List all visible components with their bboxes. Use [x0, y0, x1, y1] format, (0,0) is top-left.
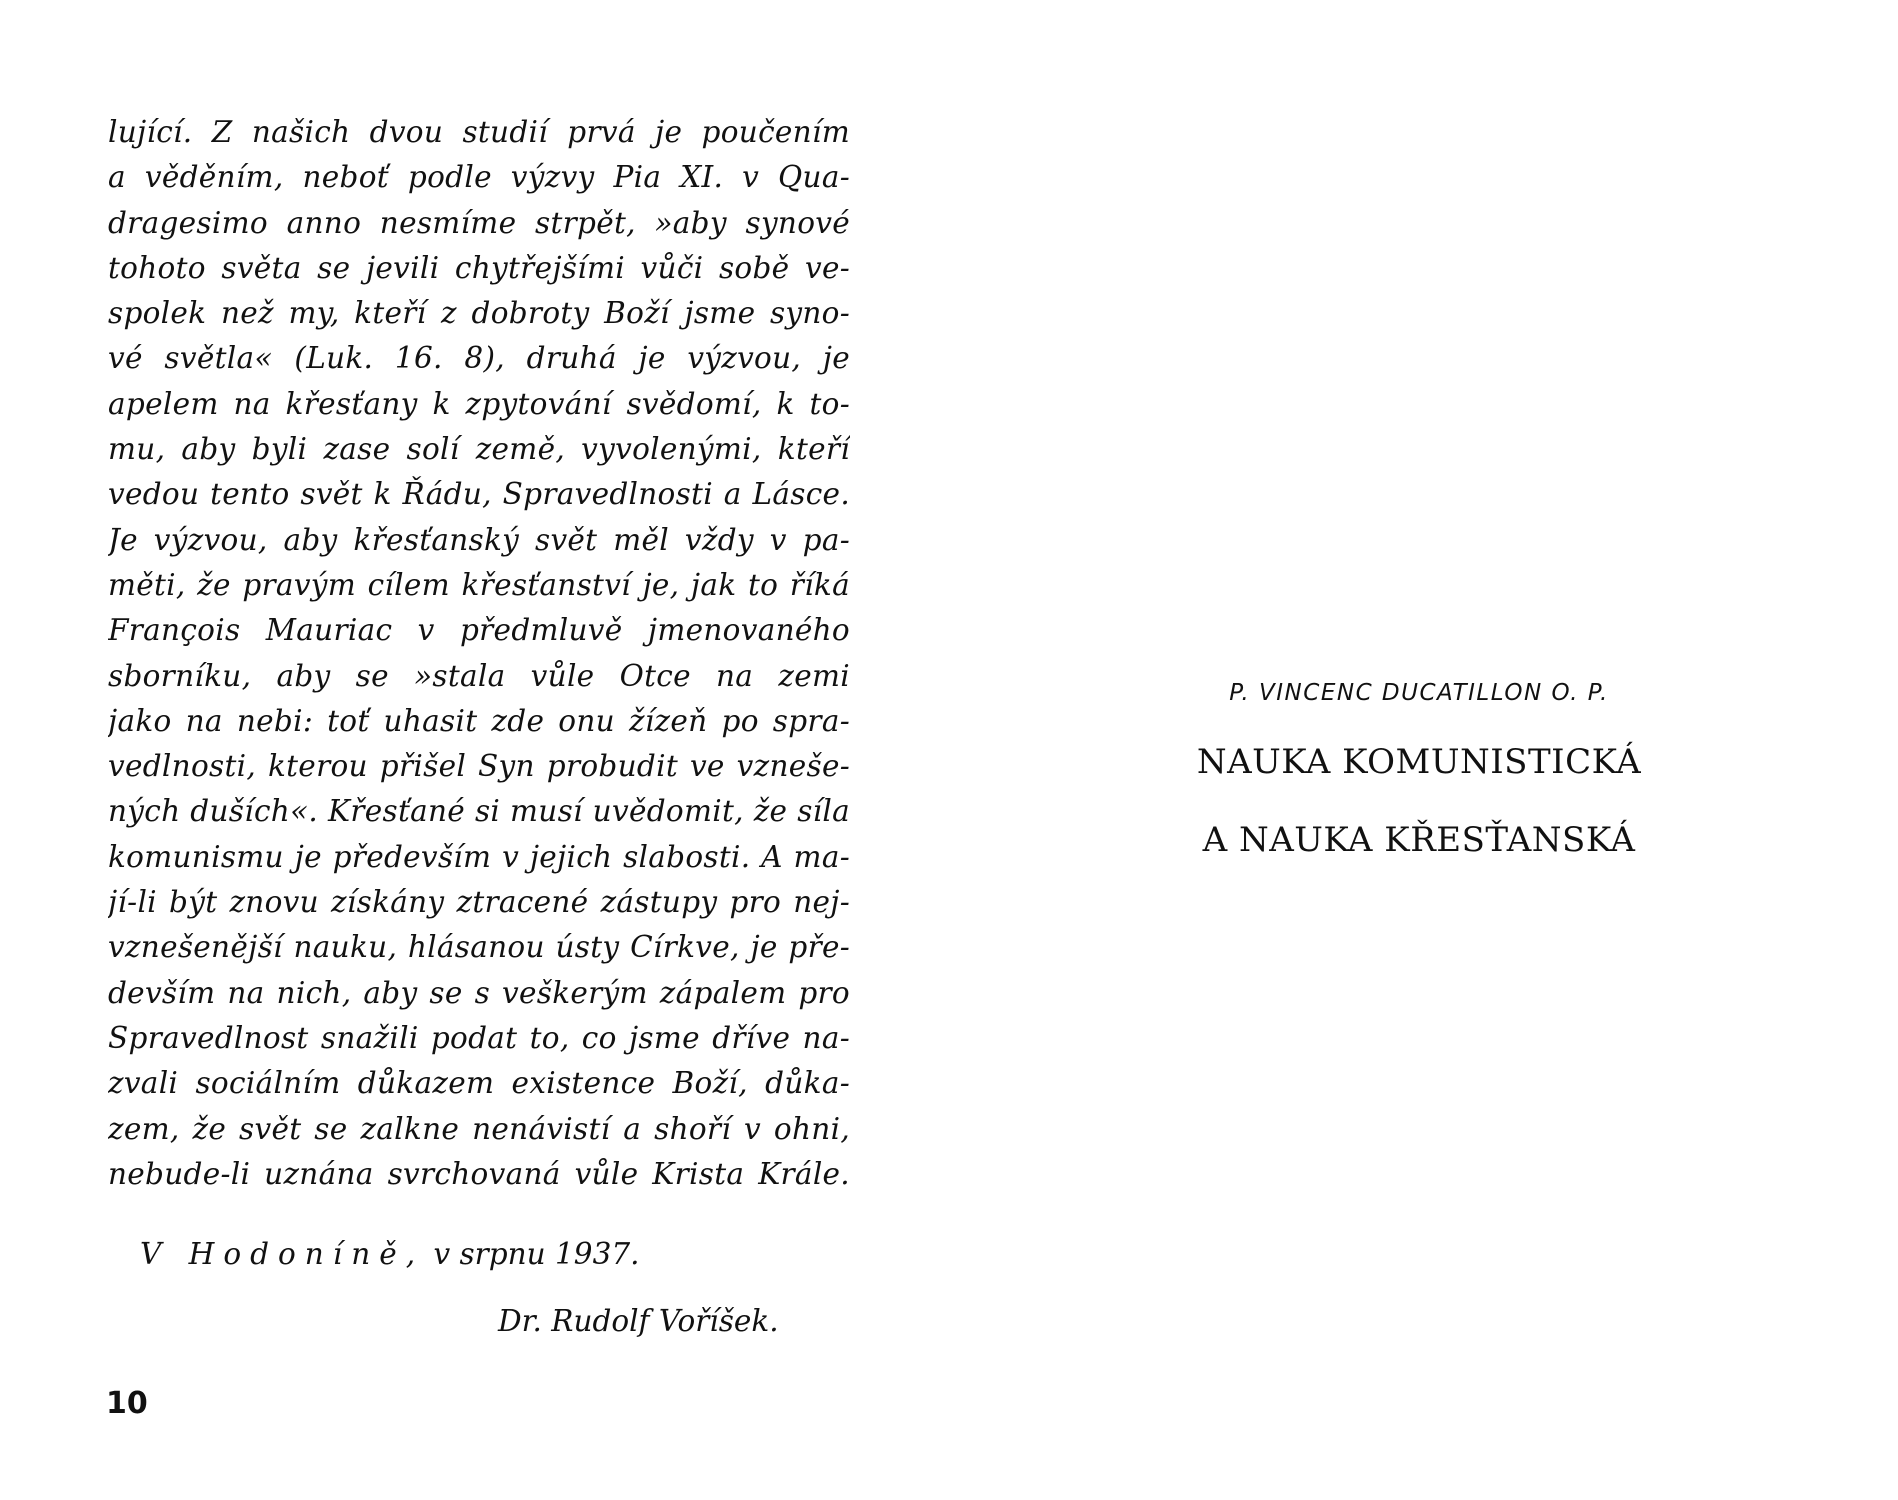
- text-line: dragesimo anno nesmíme strpět, »aby synové: [108, 205, 850, 240]
- text-line: vé světla« (Luk. 16. 8), druhá je výzvou, je: [108, 341, 850, 376]
- text-line: nebude-li uznána svrchovaná vůle Krista Krále.: [108, 1156, 850, 1191]
- body-text: [108, 110, 850, 1197]
- text-line: vedlnosti, kterou přišel Syn probudit ve vzneše-: [108, 749, 850, 784]
- text-line: zvali sociálním důkazem existence Boží, důka-: [108, 1066, 850, 1101]
- place: V Hodoníně,: [140, 1237, 425, 1271]
- title-line-1: NAUKA KOMUNISTICKÁ: [1196, 742, 1642, 782]
- text-line: vznešenější nauku, hlásanou ústy Církve, je pře-: [108, 930, 850, 965]
- signature: Dr. Rudolf Voříšek.: [498, 1304, 779, 1338]
- text-line: jako na nebi: toť uhasit zde onu žízeň po spra-: [108, 703, 850, 738]
- place-date: [140, 1237, 639, 1271]
- title-line-2: A NAUKA KŘESŤANSKÁ: [1202, 820, 1636, 860]
- text-line: měti, že pravým cílem křesťanství je, jak to říká: [108, 567, 850, 602]
- text-line: zem, že svět se zalkne nenávistí a shoří v ohni,: [108, 1111, 850, 1146]
- page-number: 10: [106, 1386, 148, 1421]
- text-line: Je výzvou, aby křesťanský svět měl vždy v pa-: [108, 522, 850, 557]
- text-line: spolek než my, kteří z dobroty Boží jsme syno-: [108, 296, 850, 331]
- right-page: [949, 0, 1898, 1500]
- text-line: lující. Z našich dvou studií prvá je poučením: [108, 115, 850, 149]
- date: v srpnu 1937.: [433, 1237, 640, 1271]
- text-line: Spravedlnost snažili podat to, co jsme dříve na-: [108, 1020, 850, 1055]
- text-line: jí-li být znovu získány ztracené zástupy pro nej-: [108, 885, 850, 920]
- text-line: devším na nich, aby se s veškerým zápalem pro: [108, 975, 850, 1010]
- text-line: apelem na křesťany k zpytování svědomí, k to-: [108, 386, 850, 421]
- text-line: komunismu je především v jejich slabosti. A ma-: [108, 839, 850, 874]
- text-line: François Mauriac v předmluvě jmenovaného: [108, 613, 850, 648]
- author-name: P. VINCENC DUCATILLON O. P.: [1229, 680, 1609, 706]
- text-line: mu, aby byli zase solí země, vyvolenými, kteří: [108, 432, 850, 467]
- text-line: sborníku, aby se »stala vůle Otce na zemi: [108, 658, 850, 693]
- text-line: vedou tento svět k Řádu, Spravedlnosti a Lásce.: [108, 477, 850, 512]
- text-line: tohoto světa se jevili chytřejšími vůči sobě ve-: [108, 250, 850, 285]
- text-line: ných duších«. Křesťané si musí uvědomit, že síla: [108, 794, 850, 829]
- text-line: a věděním, neboť podle výzvy Pia XI. v Qua-: [108, 160, 850, 195]
